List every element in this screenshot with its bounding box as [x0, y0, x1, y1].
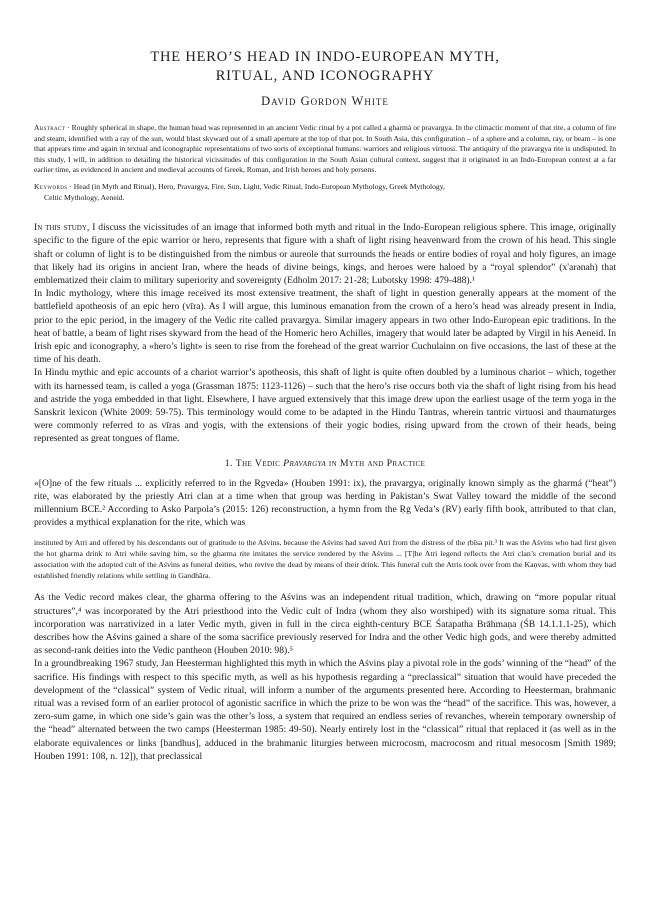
paragraph-5: As the Vedic record makes clear, the gharma offering to the Aśvins was an independent ritual tradition, which, drawing on “more popular ritual structures”,⁴ was incorporated by the Atri priesthood into the Vedic cult of Indra (whom they also worshiped) with its signature soma ritual. This incorporation was narrativized in a later Vedic myth, given in full in the circa eighth-century BCE Śatapatha Brāhmaṇa (ŚB 14.1.1.1-25), which describes how the Aśvins gained a share of the soma sacrifice previously reserved for Indra and the other Vedic high gods, and were thereby admitted as second-rank deities into the Vedic pantheon (Houben 2010: 98).⁵ — [34, 592, 616, 657]
paragraph-3: In Hindu mythic and epic accounts of a chariot warrior’s apotheosis, this shaft of light is quite often doubled by a luminous chariot – which, together with its harnessed team, is called a yoga (Grassman 1875: 1123-1126) – such that the hero’s rise occurs both via the shaft of light rising from his head and astride the yoga embedded in that light. Elsewhere, I have argued extensively that this image drew upon the earliest usage of the term yoga in the Sanskrit lexicon (White 2009: 59-75). This terminology would come to be adapted in the Hindu Tantras, wherein tantric virtuosi and thaumaturges were commonly referred to as vīras and yogis, with the extensions of their yogic bodies, rising upward from the crown of their heads, being represented as great tongues of flame. — [34, 367, 616, 445]
paper-page — [34, 48, 616, 763]
abstract — [34, 123, 616, 176]
abstract-text: · Roughly spherical in shape, the human head was represented in an ancient Vedic ritual by a pot called a gharmá or pravargya. In the climactic moment of that rite, a column of fire and steam, identified with a ray of the sun, would blast skyward out of a small aperture at the top of that pot. In South Asia, this configuration – of a sphere and a column, ray, or beam – is one that appears time and again in textual and iconographic representations of two sorts of exceptional humans: warriors and religious virtuosi. The antiquity of the pravargya rite is undisputed. In this study, I will, in addition to detailing the historical vicissitudes of this configuration in the South Asian cultural context, suggest that it originated in an Indo-European context at a far earlier time, as evidenced in ancient and medieval accounts of Greek, Roman, and Irish heroes and holy persons. — [34, 123, 616, 175]
section-title-a: The Vedic — [235, 457, 284, 469]
paragraph-1-lead: In this study — [34, 222, 87, 234]
title-line-2: RITUAL, AND ICONOGRAPHY — [215, 68, 435, 84]
block-quote: instituted by Atri and offered by his descendants out of gratitude to the Aśvins, because the Aśvins had saved Atri from the distress of the ṛbīsa pit.³ It was the Aśvins who had first given the hot gharma drink to Atri while saving him, so the gharma rite imitates the service rendered by the Aśvins ... [T]he Atri legend reflects the Atri clan’s cremation burial and its association with the adopted cult of the Aśvins as funeral deities, who revive the dead by means of their drink. This funeral cult the Atris took over from the Kaṇvas, with whom they had established friendly relations while settling in Gandhāra. — [34, 538, 616, 581]
paragraph-1 — [34, 221, 616, 287]
section-title-c: in Myth and Practice — [326, 457, 426, 469]
paragraph-4: «[O]ne of the few rituals ... explicitly referred to in the Rgveda» (Houben 1991: ix), the pravargya, originally known simply as the gharmá (“heat”) rite, was elaborated by the priestly Atri clan at a time when that group was herding in Pakistan’s Swat Valley toward the middle of the second millennium BCE.² According to Asko Parpola’s (2015: 126) reconstruction, a hymn from the Ṛg Veda’s (RV) early fifth book, attributed to that clan, provides a mythical explanation for the rite, which was — [34, 477, 616, 529]
keywords-text-continued: Celtic Mythology, Aeneid. — [44, 192, 125, 202]
author-name: David Gordon White — [261, 94, 389, 108]
keywords-text: · Head (in Myth and Ritual), Hero, Pravargya, Fire, Sun, Light, Vedic Ritual, Indo-European Mythology, Greek Mythology, — [67, 181, 445, 191]
paragraph-2: In Indic mythology, where this image received its most extensive treatment, the shaft of light in question generally appears at the moment of the battlefield apotheosis of an epic hero (vīra). As I will argue, this luminous emanation from the crown of a hero’s head was already present in India, prior to the epic period, in the imagery of the Vedic rite called pravargya. Similar imagery appears in two other Indo-European epic traditions. In the heat of battle, a beam of light rises skyward from the head of the Homeric hero Achilles, imagery that would later be adapted by Virgil in his Aeneid. In Irish epic and iconography, a «hero’s light» is seen to rise from the forehead of the great warrior Cuchulainn on five occasions, the last of these at the time of his death. — [34, 288, 616, 366]
paragraph-6: In a groundbreaking 1967 study, Jan Heesterman highlighted this myth in which the Aśvins play a pivotal role in the gods’ winning of the “head” of the sacrifice. His findings with respect to this specific myth, as well as his hypothesis regarding a “preclassical” situation that would have preceded the development of the “classical” system of Vedic ritual, will inform a number of the arguments presented here. According to Heesterman, brahmanic ritual was a revised form of an earlier protocol of agonistic sacrifice in which the prize to be won was the “head” of the sacrifice. This was, however, a zero-sum game, in which one side’s gain was the other’s loss, a system that required an endless series of revanches, wherein temporary ownership of the “head” alternated between the two camps (Heesterman 1985: 49-50). Nearly entirely lost in the “classical” ritual that replaced it (as well as in the elaborate equivalences or links [bandhus], adduced in the brahmanic liturgies between microcosm, macrocosm and ritual mesocosm [Smith 1989; Houben 1991: 108, n. 12]), that preclassical — [34, 658, 616, 762]
section-number: 1. — [224, 457, 236, 469]
paper-title — [34, 48, 616, 86]
title-line-1: THE HERO’S HEAD IN INDO-EUROPEAN MYTH, — [150, 49, 500, 65]
keywords — [34, 182, 616, 203]
paragraph-1-text: , I discuss the vicissitudes of an image that informed both myth and ritual in the Indo-European religious sphere. This image, originally specific to the figure of the epic warrior or hero, represents that figure with a shaft of light rising heavenward from the crown of his head. This single shaft or column of light is to be distinguished from the nimbus or aureole that surrounds the heads or entire bodies of royal and holy figures, an image that likely had its origins in ancient Iran, where the heads of divine beings, kings, and heroes were haloed by a “royal splendor” (x'arənah) that emblematized their claim to military superiority and sovereignty (Edholm 2017: 21-28; Lubotsky 1998: 479-488).¹ — [34, 222, 617, 286]
keywords-label: Keywords — [34, 181, 68, 191]
section-heading — [34, 458, 616, 469]
section-title-b: Pravargya — [283, 457, 327, 469]
abstract-label: Abstract — [34, 123, 66, 132]
